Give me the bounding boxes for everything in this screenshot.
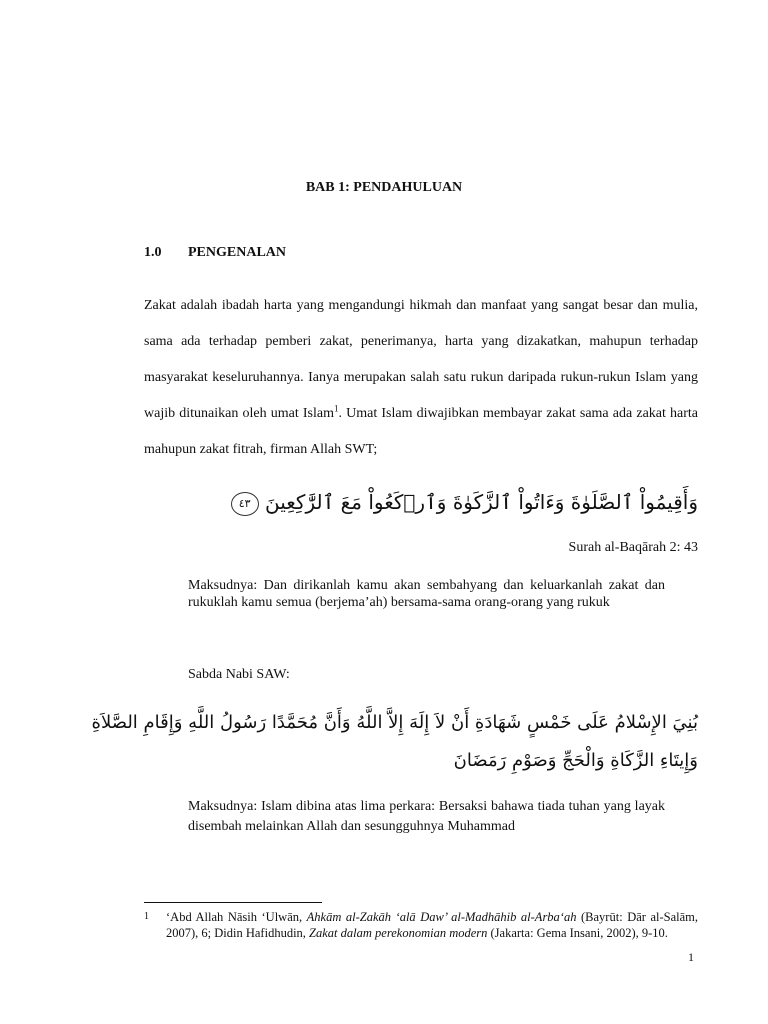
section-number: 1.0: [144, 245, 162, 260]
hadith-meaning: Maksudnya: Islam dibina atas lima perkara: Bersaksi bahawa tiada tuhan yang layak disembah melainkan Allah dan sesungguhnya Muhammad: [188, 799, 665, 834]
quran-ayah: [238, 490, 698, 516]
page-number: 1: [688, 950, 694, 964]
footnote-title-2: Zakat dalam perekonomian modern: [309, 926, 488, 940]
hadith-line-2: وَإِيتَاءِ الزَّكَاةِ وَالْحَجِّ وَصَوْمِ رَمَضَانَ: [453, 750, 698, 771]
footnote-author: ‘Abd Allah Nāsih ‘Ulwān,: [166, 910, 307, 924]
chapter-title: BAB 1: PENDAHULUAN: [305, 180, 463, 195]
intro-text-after: . Umat Islam diwajibkan membayar zakat sama ada zakat harta mahupun zakat fitrah, firman Allah SWT;: [144, 406, 699, 457]
hadith-line-1: بُنِيَ الإِسْلامُ عَلَى خَمْسٍ شَهَادَةِ أَنْ لاَ إِلَهَ إِلاَّ اللَّهُ وَأَنَّ مُحَمَّدًا رَسُولُ اللَّهِ وَإِقَامِ الصَّلاَةِ: [91, 712, 698, 733]
footnote-title-1: Ahkām al-Zakāh ‘alā Daw’ al-Madhāhib al-Arba‘ah: [306, 910, 577, 924]
intro-paragraph: [144, 288, 698, 468]
footnote-divider: [144, 902, 322, 903]
ayah-text: وَأَقِيمُواْ ٱلصَّلَوٰةَ وَءَاتُواْ ٱلزَّكَوٰةَ وَٱرۡكَعُواْ مَعَ ٱلرَّٰكِعِينَ: [265, 490, 698, 514]
section-title: PENGENALAN: [188, 245, 287, 260]
footnote-pub-1: (Bayrūt: Dār al-Salām, 2007), 6; Didin Hafidhudin,: [166, 910, 699, 940]
ayah-reference: Surah al-Baqārah 2: 43: [568, 540, 698, 555]
footnote-ref[interactable]: 1: [333, 403, 339, 414]
ayah-number-mark: ٤٣: [231, 492, 259, 516]
footnote-number: 1: [144, 911, 149, 922]
footnote-text: [166, 909, 698, 941]
ayah-meaning: Maksudnya: Dan dirikanlah kamu akan sembahyang dan keluarkanlah zakat dan rukuklah kamu semua (berjema’ah) bersama-sama orang-orang yang rukuk: [188, 578, 665, 610]
footnote-pub-2: (Jakarta: Gema Insani, 2002), 9-10.: [487, 926, 668, 940]
sabda-label: Sabda Nabi SAW:: [188, 667, 290, 682]
intro-text: Zakat adalah ibadah harta yang mengandungi hikmah dan manfaat yang sangat besar dan mulia, sama ada terhadap pemberi zakat, penerimanya, harta yang dizakatkan, mahupun terhadap masyarakat keseluruhannya. Ianya merupakan salah satu rukun daripada rukun-rukun Islam yang wajib ditunaikan oleh umat Islam: [144, 298, 698, 421]
